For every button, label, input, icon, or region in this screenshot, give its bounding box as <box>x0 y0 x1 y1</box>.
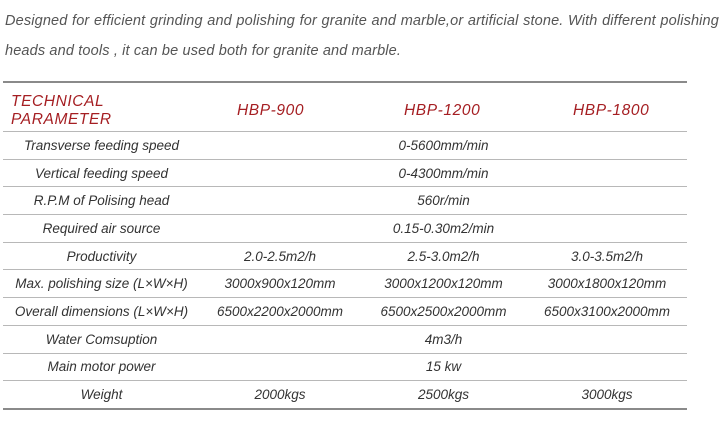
row-label: Water Comsuption <box>3 325 200 353</box>
row-value-hbp-900: 6500x2200x2000mm <box>200 298 360 326</box>
table-row <box>3 215 687 243</box>
row-value-hbp-1200: 2.5-3.0m2/h <box>360 242 527 270</box>
table-row <box>3 159 687 187</box>
table-row <box>3 132 687 160</box>
table-row <box>3 187 687 215</box>
header-hbp-1800: HBP-1800 <box>573 102 650 119</box>
row-value-hbp-1800: 3.0-3.5m2/h <box>527 242 687 270</box>
row-value: 4m3/h <box>200 325 687 353</box>
table-row <box>3 325 687 353</box>
row-value: 0.15-0.30m2/min <box>200 215 687 243</box>
row-label: Transverse feeding speed <box>3 132 200 160</box>
table-row <box>3 270 687 298</box>
row-value: 15 kw <box>200 353 687 381</box>
table-header-row <box>3 91 687 132</box>
row-value: 560r/min <box>200 187 687 215</box>
table-row <box>3 242 687 270</box>
row-label: Overall dimensions (L×W×H) <box>3 298 200 326</box>
row-value-hbp-1800: 3000kgs <box>527 381 687 409</box>
header-hbp-1200: HBP-1200 <box>404 102 481 119</box>
table-row <box>3 381 687 409</box>
row-label: R.P.M of Polising head <box>3 187 200 215</box>
row-label: Productivity <box>3 242 200 270</box>
row-value-hbp-900: 3000x900x120mm <box>200 270 360 298</box>
row-value: 0-4300mm/min <box>200 159 687 187</box>
row-value-hbp-1200: 6500x2500x2000mm <box>360 298 527 326</box>
header-hbp-900: HBP-900 <box>237 102 305 119</box>
row-value-hbp-1800: 6500x3100x2000mm <box>527 298 687 326</box>
row-label: Vertical feeding speed <box>3 159 200 187</box>
row-label: Required air source <box>3 215 200 243</box>
table-row <box>3 353 687 381</box>
header-technical-parameter: TECHNICAL PARAMETER <box>11 93 112 128</box>
row-value-hbp-900: 2000kgs <box>200 381 360 409</box>
product-description: Designed for efficient grinding and polishing for granite and marble,or artificial stone. With different polishing heads and tools , it can be used both for granite and marble. <box>5 13 719 59</box>
technical-parameter-table <box>3 91 687 410</box>
top-divider <box>3 81 687 83</box>
row-value-hbp-1800: 3000x1800x120mm <box>527 270 687 298</box>
row-value: 0-5600mm/min <box>200 132 687 160</box>
row-value-hbp-1200: 3000x1200x120mm <box>360 270 527 298</box>
row-value-hbp-900: 2.0-2.5m2/h <box>200 242 360 270</box>
row-label: Max. polishing size (L×W×H) <box>3 270 200 298</box>
table-row <box>3 298 687 326</box>
row-label: Main motor power <box>3 353 200 381</box>
row-value-hbp-1200: 2500kgs <box>360 381 527 409</box>
row-label: Weight <box>3 381 200 409</box>
